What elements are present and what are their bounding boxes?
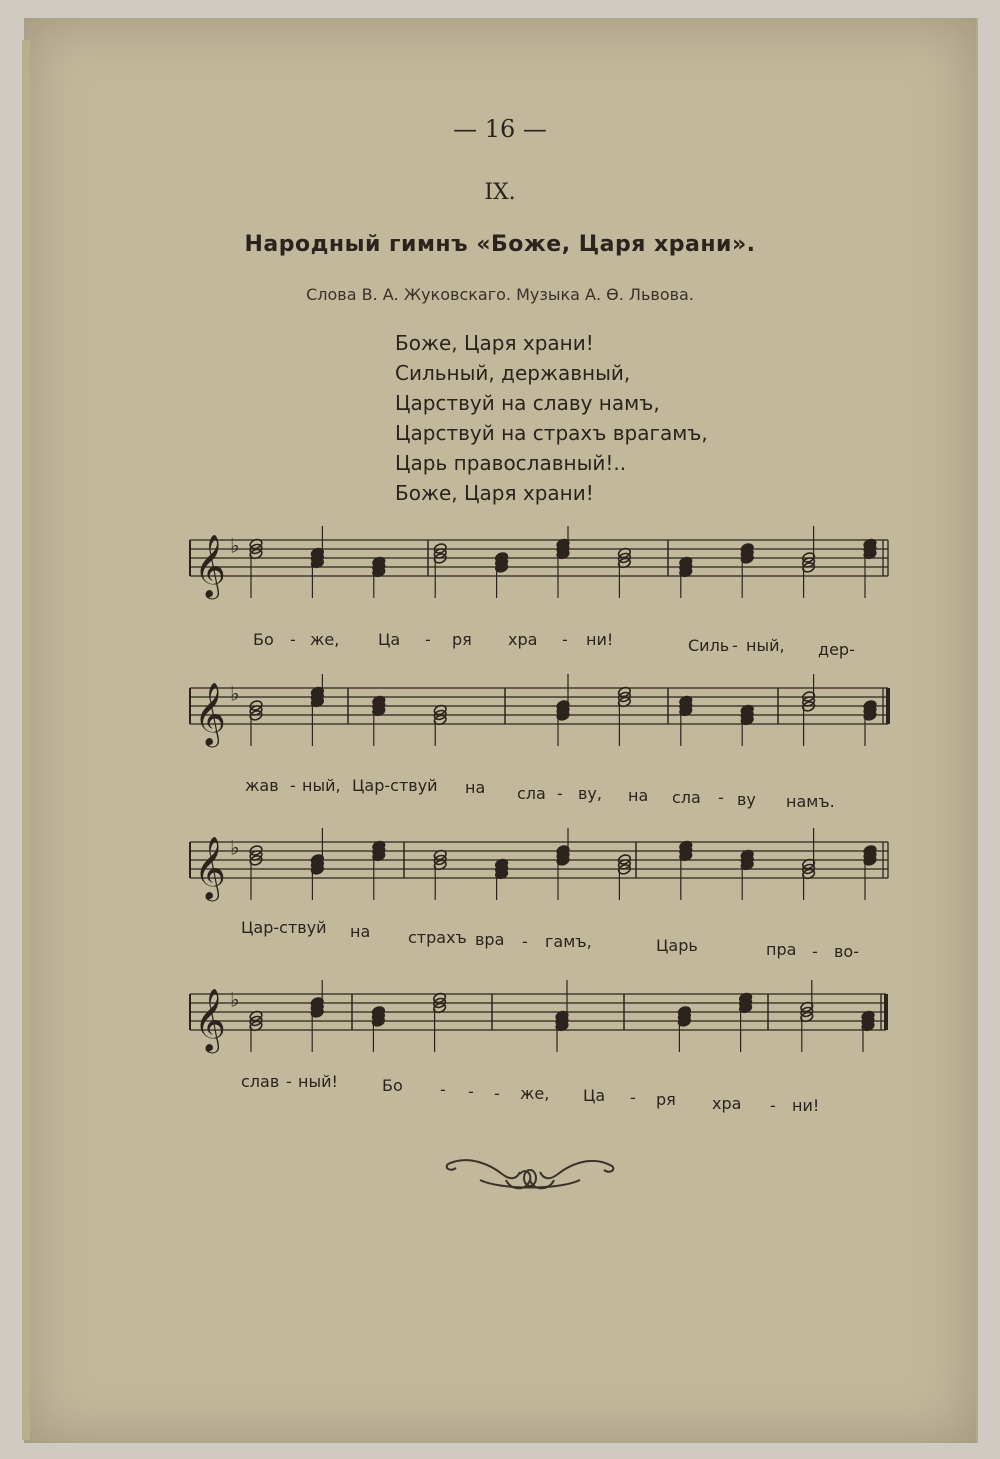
lyric-syllable: сла (672, 788, 701, 807)
lyric-syllable: Цар-ствуй (352, 776, 438, 795)
lyric-syllable: вра (475, 930, 505, 949)
lyric-syllable: гамъ, (545, 932, 592, 951)
lyric-syllable: - (812, 942, 818, 961)
lyric-syllable: во- (834, 942, 859, 961)
lyric-syllable: Силь (688, 636, 730, 655)
verse-line: Царь православный!.. (395, 451, 627, 475)
lyric-syllable: страхъ (408, 928, 467, 947)
verse-line: Боже, Царя храни! (395, 481, 594, 505)
ornament-flourish (440, 1150, 620, 1200)
lyric-syllable: Бо (382, 1076, 403, 1095)
lyric-syllable: ный, (302, 776, 341, 795)
lyric-syllable: сла (517, 784, 546, 803)
lyric-syllable: - (425, 630, 431, 649)
lyric-syllable: же, (310, 630, 340, 649)
flat-key-signature-icon: ♭ (230, 835, 240, 860)
lyric-syllable: Царь (656, 936, 698, 955)
lyric-syllable: - (732, 636, 738, 655)
lyric-syllable: Бо (253, 630, 274, 649)
flat-key-signature-icon: ♭ (230, 533, 240, 558)
lyric-syllable: - (630, 1088, 636, 1107)
lyric-syllable: - (522, 932, 528, 951)
treble-clef-icon: 𝄞 (194, 988, 226, 1051)
lyric-syllable: - (290, 630, 296, 649)
page-number: — 16 — (453, 115, 547, 143)
lyric-syllable: ни! (586, 630, 614, 649)
treble-clef-icon: 𝄞 (194, 682, 226, 745)
lyric-syllable: ву, (578, 784, 602, 803)
lyric-syllable: - (557, 784, 563, 803)
lyric-syllable: пра (766, 940, 797, 959)
verse-line: Боже, Царя храни! (395, 331, 594, 355)
lyric-syllable: - (440, 1080, 446, 1099)
lyric-syllable: ный! (298, 1072, 338, 1091)
lyric-syllable: - (718, 788, 724, 807)
lyric-syllable: хра (712, 1094, 742, 1113)
lyric-syllable: ву (737, 790, 756, 809)
treble-clef-icon: 𝄞 (194, 836, 226, 899)
lyric-syllable: же, (520, 1084, 550, 1103)
treble-clef-icon: 𝄞 (194, 534, 226, 597)
lyric-syllable: на (628, 786, 649, 805)
flat-key-signature-icon: ♭ (230, 681, 240, 706)
lyric-syllable: Ца (583, 1086, 606, 1105)
section-number: IX. (484, 180, 516, 205)
lyric-syllable: дер- (818, 640, 855, 659)
lyric-syllable: на (350, 922, 371, 941)
lyric-syllable: - (286, 1072, 292, 1091)
credits-line: Слова В. А. Жуковскаго. Музыка А. Ѳ. Львова. (306, 285, 694, 304)
verse-line: Царствуй на славу намъ, (395, 391, 660, 415)
lyric-syllable: ря (452, 630, 472, 649)
lyric-syllable: - (562, 630, 568, 649)
lyric-syllable: слав (241, 1072, 280, 1091)
hymn-title: Народный гимнъ «Боже, Царя храни». (244, 232, 756, 257)
flat-key-signature-icon: ♭ (230, 987, 240, 1012)
lyric-syllable: - (290, 776, 296, 795)
lyric-syllable: намъ. (786, 792, 835, 811)
lyric-syllable: ни! (792, 1096, 820, 1115)
lyric-syllable: хра (508, 630, 538, 649)
lyric-syllable: Цар-ствуй (241, 918, 327, 937)
lyric-syllable: - (770, 1096, 776, 1115)
lyric-syllable: Ца (378, 630, 401, 649)
lyric-syllable: жав (245, 776, 279, 795)
lyric-syllable: - (494, 1084, 500, 1103)
verse-line: Сильный, державный, (395, 361, 631, 385)
lyric-syllable: ря (656, 1090, 676, 1109)
lyric-syllable: ный, (746, 636, 785, 655)
lyric-syllable: - (468, 1082, 474, 1101)
lyric-syllable: на (465, 778, 486, 797)
verse-line: Царствуй на страхъ врагамъ, (395, 421, 708, 445)
